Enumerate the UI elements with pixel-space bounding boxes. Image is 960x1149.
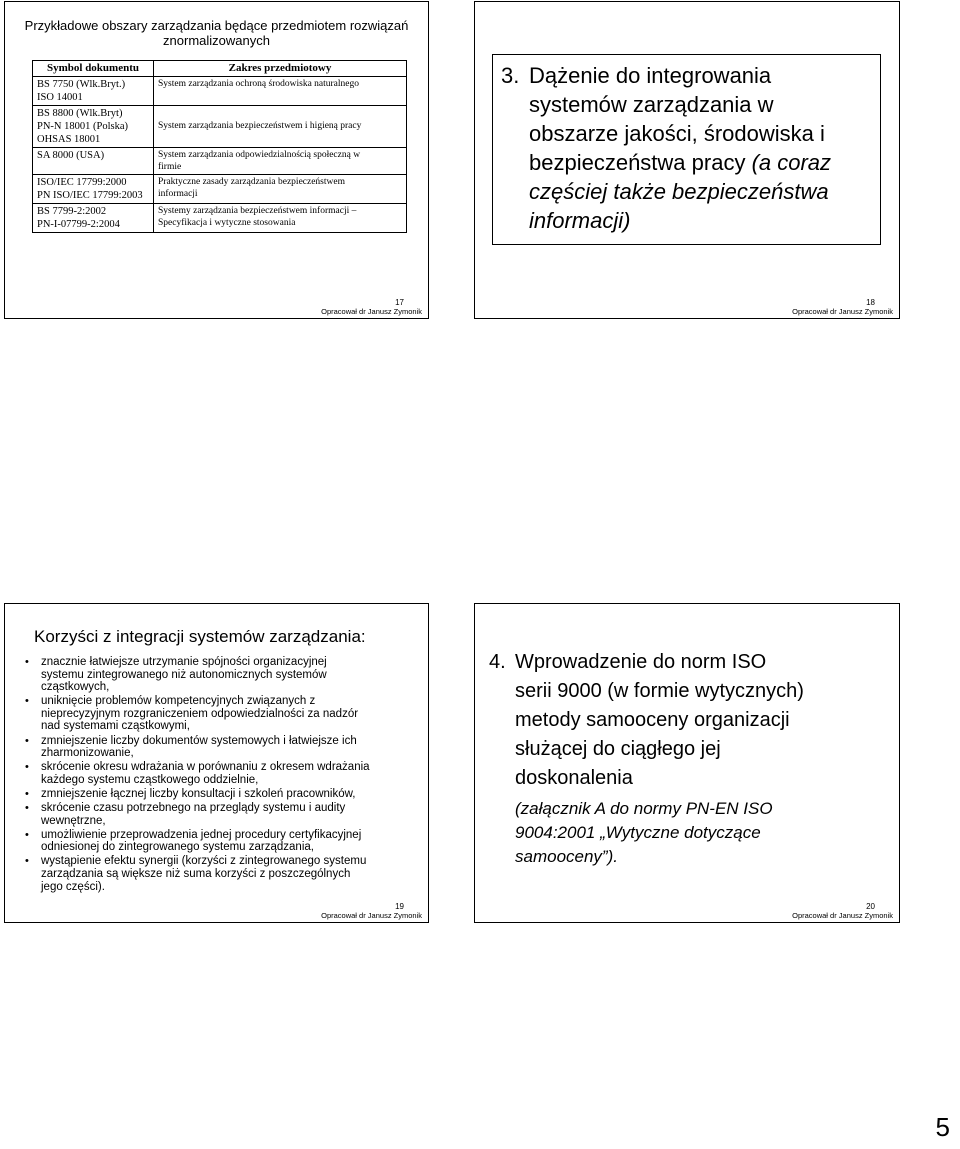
benefits-list [25,656,415,895]
bullet-icon: • [25,828,29,841]
author-credit: Opracował dr Janusz Zymonik [321,307,422,316]
table-row [33,77,407,106]
table-row [33,148,407,175]
list-item: • skrócenie okresu wdrażania w porównaniu z okresem wdrażania każdego systemu cząstkowego oddzielnie, [25,761,370,786]
slide-number: 20 [866,902,875,911]
slide-footer [792,902,893,920]
slide-number: 18 [866,298,875,307]
page-number: 5 [935,1112,950,1142]
slide-20-note: (załącznik A do normy PN-EN ISO 9004:2001 „Wytyczne dotyczące samooceny”). [515,799,773,866]
bullet-icon: • [25,787,29,800]
bullet-icon: • [25,761,29,774]
list-item: • znacznie łatwiejsze utrzymanie spójności organizacyjnej systemu zintegrowanego niż autonomicznych systemów cząstkowych, [25,656,327,694]
list-item: • wystąpienie efektu synergii (korzyści z zintegrowanego systemu zarządzania są większe niż suma korzyści z poszczególnych jego części). [25,855,367,893]
list-item: • zmniejszenie łącznej liczby konsultacji i szkoleń pracowników, [25,787,356,800]
list-item: • umożliwienie przeprowadzenia jednej procedury certyfikacyjnej odniesionej do zintegrowanego systemu zarządzania, [25,828,362,854]
author-credit: Opracował dr Janusz Zymonik [792,307,893,316]
slide-footer [792,298,893,316]
bullet-icon: • [25,855,29,868]
slide-footer [321,298,422,316]
slide-20 [474,603,900,923]
column-header-scope: Zakres przedmiotowy [154,61,407,77]
bullet-icon: • [25,695,29,708]
cell-symbol: ISO/IEC 17799:2000 PN ISO/IEC 17799:2003 [33,175,154,204]
column-header-symbol: Symbol dokumentu [33,61,154,77]
heading-number: 4. [489,651,506,673]
table-header-row [33,61,407,77]
heading-number: 3. [501,63,520,88]
cell-scope: System zarządzania ochroną środowiska naturalnego [154,77,407,106]
cell-scope: System zarządzania bezpieczeństwem i higieną pracy [154,106,407,148]
author-credit: Opracował dr Janusz Zymonik [792,911,893,920]
standards-table [32,60,407,233]
slide-number: 19 [395,902,404,911]
slide-18 [474,1,900,319]
slide-19 [4,603,429,923]
cell-scope: Praktyczne zasady zarządzania bezpieczeństwem informacji [154,175,407,204]
cell-symbol: BS 7750 (Wlk.Bryt.) ISO 14001 [33,77,154,106]
list-item: • skrócenie czasu potrzebnego na przeglądy systemu i audity wewnętrzne, [25,802,346,827]
cell-scope: System zarządzania odpowiedzialnością społeczną w firmie [154,148,407,175]
table-row [33,106,407,148]
slide-17-title: Przykładowe obszary zarządzania będące przedmiotem rozwiązań znormalizowanych [24,18,409,48]
cell-scope: Systemy zarządzania bezpieczeństwem informacji – Specyfikacja i wytyczne stosowania [154,204,407,233]
bullet-icon: • [25,734,29,747]
slide-20-heading: 4. Wprowadzenie do norm ISO serii 9000 (w formie wytycznych) metody samooceny organizacji służącej do ciągłego jej doskonalenia [489,648,889,793]
table-row [33,204,407,233]
cell-symbol: BS 7799-2:2002 PN-I-07799-2:2004 [33,204,154,233]
author-credit: Opracował dr Janusz Zymonik [321,911,422,920]
slide-19-title: Korzyści z integracji systemów zarządzania: [34,627,366,646]
slide-footer [321,902,422,920]
slide-number: 17 [395,298,404,307]
bullet-icon: • [25,802,29,815]
table-row [33,175,407,204]
list-item: • zmniejszenie liczby dokumentów systemowych i łatwiejsze ich zharmonizowanie, [25,734,357,760]
cell-symbol: BS 8800 (Wlk.Bryt) PN-N 18001 (Polska) OHSAS 18001 [33,106,154,148]
slide-17 [4,1,429,319]
slide-18-heading-box: 3. Dążenie do integrowania systemów zarządzania w obszarze jakości, środowiska i bezpieczeństwa pracy (a coraz częściej także bezpieczeństwa informacji) [492,54,881,245]
cell-symbol: SA 8000 (USA) [33,148,154,175]
bullet-icon: • [25,656,29,668]
list-item: • uniknięcie problemów kompetencyjnych związanych z nieprecyzyjnym rozgraniczeniem odpowiedzialności za nadzór nad systemami cząstkowymi, [25,695,359,733]
